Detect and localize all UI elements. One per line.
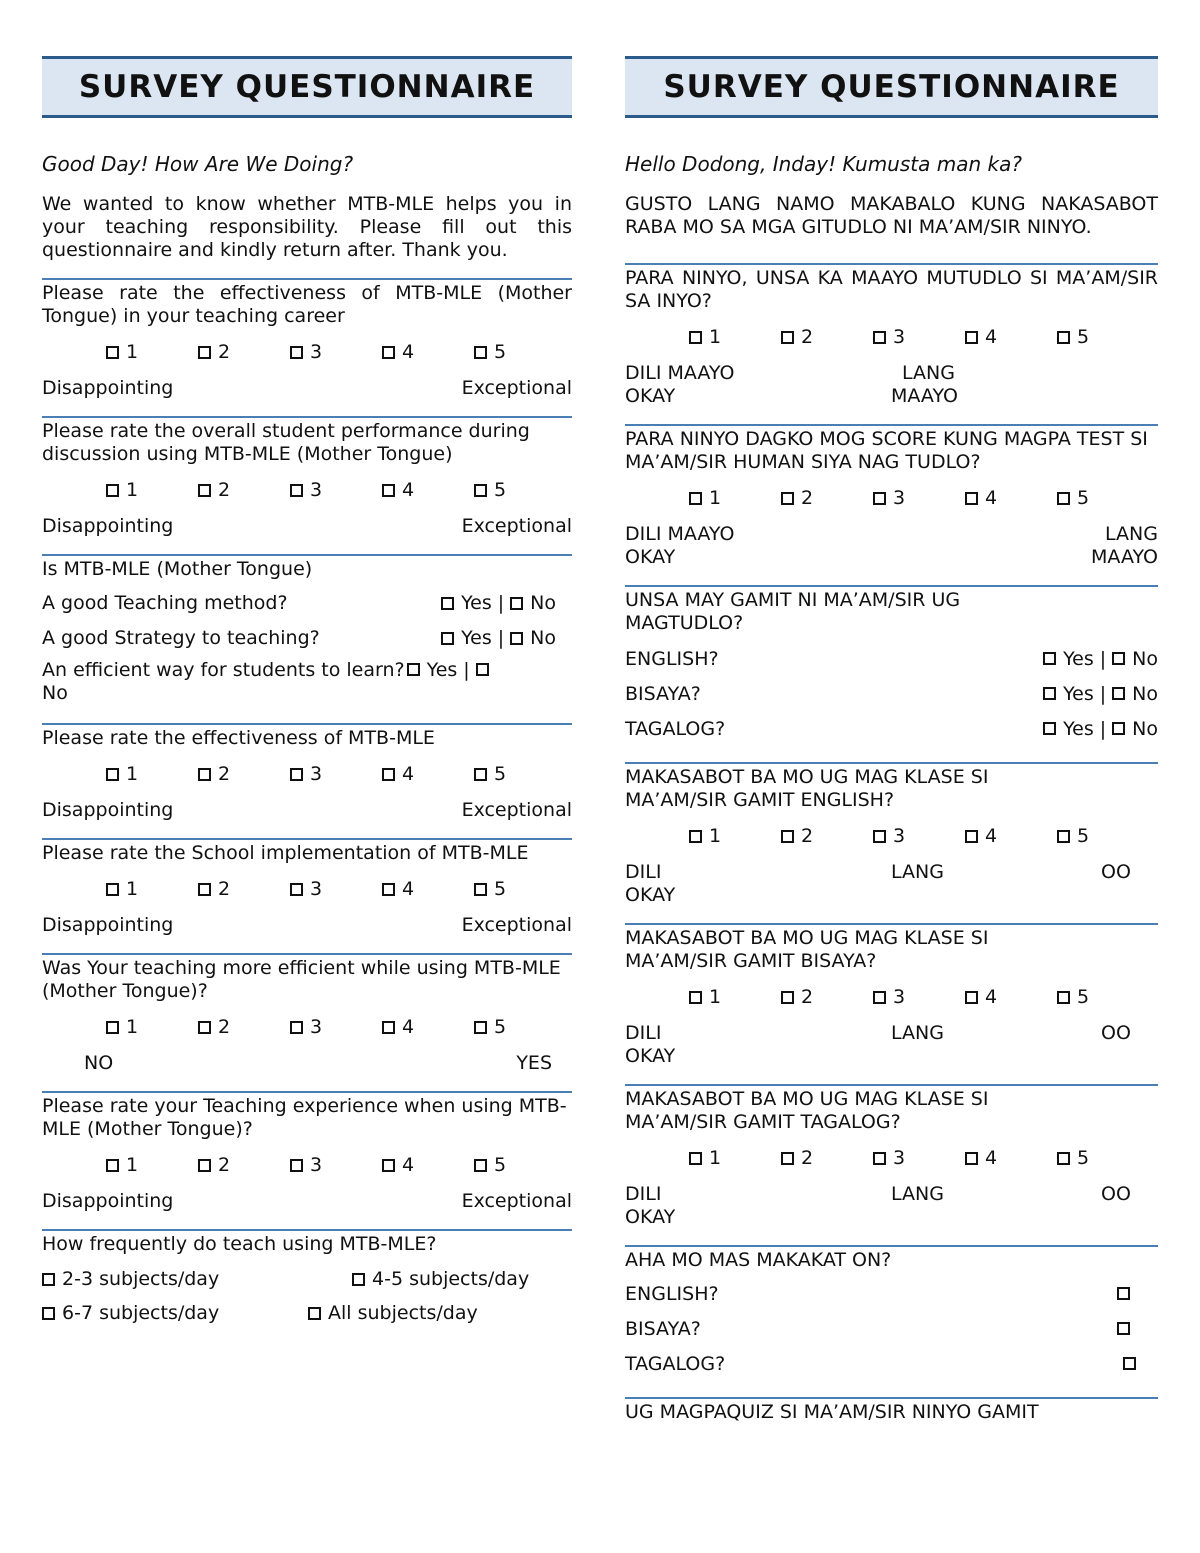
scale-labels: [42, 799, 572, 822]
rating-option-3[interactable]: 3: [290, 341, 382, 363]
survey-title-banner: SURVEY QUESTIONNAIRE: [42, 56, 572, 118]
checkbox[interactable]: [965, 1152, 978, 1165]
rating-option-5[interactable]: 5: [1057, 825, 1149, 847]
yes-no-item-label: TAGALOG?: [625, 717, 726, 740]
question-quiz-language: [625, 1397, 1158, 1424]
checkbox[interactable]: [290, 484, 303, 497]
frequency-option[interactable]: 6-7 subjects/day: [42, 1302, 352, 1324]
scale-low-label: Disappointing: [42, 377, 174, 399]
rating-scale: [42, 478, 572, 502]
rating-scale: [42, 1015, 572, 1039]
no-checkbox[interactable]: [510, 632, 523, 645]
checkbox[interactable]: [352, 1273, 365, 1286]
rating-option-2[interactable]: 2: [198, 763, 290, 785]
question-understand-english: [625, 762, 1158, 907]
yes-no-item-label: An efficient way for students to learn?: [42, 659, 405, 681]
scale-high-label: YES: [516, 1052, 552, 1074]
question-effectiveness-career: [42, 278, 572, 400]
checkbox[interactable]: [198, 1021, 211, 1034]
checkbox[interactable]: [382, 346, 395, 359]
scale-labels: [42, 515, 572, 538]
yes-no-options: Yes | No: [441, 592, 556, 614]
checkbox[interactable]: [106, 768, 119, 781]
yes-checkbox[interactable]: [441, 597, 454, 610]
checkbox[interactable]: [198, 883, 211, 896]
rating-option-1[interactable]: 1: [106, 1154, 198, 1176]
rating-scale: [42, 340, 572, 364]
checkbox[interactable]: [474, 768, 487, 781]
question-text: UNSA MAY GAMIT NI MA’AM/SIR UG MAGTUDLO?: [625, 589, 961, 634]
checkbox[interactable]: [474, 484, 487, 497]
checkbox[interactable]: [689, 331, 702, 344]
rating-option-2[interactable]: 2: [198, 341, 290, 363]
rating-option-1[interactable]: 1: [689, 487, 781, 509]
rating-option-3[interactable]: 3: [290, 763, 382, 785]
intro-paragraph: We wanted to know whether MTB-MLE helps you in your teaching responsibility. Please fill out this questionnaire and kindly return after. Thank you.: [42, 193, 572, 261]
scale-mid-label: LANG: [891, 1022, 944, 1044]
greeting: Good Day! How Are We Doing?: [42, 152, 354, 176]
rating-scale: [625, 985, 1158, 1009]
rating-option-4[interactable]: 4: [382, 479, 474, 501]
yes-checkbox[interactable]: [441, 632, 454, 645]
checkbox[interactable]: [382, 768, 395, 781]
rating-option-1[interactable]: 1: [689, 986, 781, 1008]
scale-high-label: LANG MAAYO: [1091, 523, 1158, 568]
checkbox[interactable]: [382, 883, 395, 896]
question-school-implementation: [42, 838, 572, 937]
checkbox[interactable]: [781, 991, 794, 1004]
question-text: PARA NINYO DAGKO MOG SCORE KUNG MAGPA TEST SI MA’AM/SIR HUMAN SIYA NAG TUDLO?: [625, 428, 1148, 473]
checkbox[interactable]: [42, 1307, 55, 1320]
scale-low-label: DILI MAAYO OKAY: [625, 362, 735, 407]
checkbox[interactable]: [1117, 1322, 1130, 1335]
scale-labels: [42, 377, 572, 400]
checkbox[interactable]: [1057, 991, 1070, 1004]
bisaya-survey-column: [625, 56, 1158, 1424]
language-option[interactable]: TAGALOG?: [625, 1346, 1158, 1381]
frequency-option[interactable]: All subjects/day: [308, 1302, 572, 1324]
scale-labels: [625, 1022, 1158, 1068]
rating-option-5[interactable]: 5: [474, 878, 566, 900]
rating-option-1[interactable]: 1: [106, 341, 198, 363]
checkbox[interactable]: [474, 883, 487, 896]
question-text: Was Your teaching more efficient while using MTB-MLE (Mother Tongue)?: [42, 957, 561, 1002]
scale-labels: [42, 1052, 572, 1075]
checkbox[interactable]: [689, 991, 702, 1004]
rating-scale: [625, 486, 1158, 510]
scale-mid-label: LANG: [891, 861, 944, 883]
checkbox[interactable]: [290, 1021, 303, 1034]
rating-option-1[interactable]: 1: [689, 825, 781, 847]
scale-high-label: OO: [1101, 1022, 1131, 1044]
question-teaching-experience: [42, 1091, 572, 1213]
checkbox[interactable]: [689, 492, 702, 505]
checkbox[interactable]: [290, 1159, 303, 1172]
rating-option-3[interactable]: 3: [873, 1147, 965, 1169]
rating-option-5[interactable]: 5: [1057, 986, 1149, 1008]
checkbox[interactable]: [873, 991, 886, 1004]
checkbox[interactable]: [198, 1159, 211, 1172]
rating-option-1[interactable]: 1: [106, 878, 198, 900]
rating-option-2[interactable]: 2: [198, 1154, 290, 1176]
rating-option-3[interactable]: 3: [290, 479, 382, 501]
rating-option-3[interactable]: 3: [290, 878, 382, 900]
yes-no-row: [42, 625, 572, 651]
question-text: UG MAGPAQUIZ SI MA’AM/SIR NINYO GAMIT: [625, 1401, 1039, 1423]
scale-low-label: NO: [84, 1052, 114, 1074]
rating-option-5[interactable]: 5: [474, 479, 566, 501]
rating-option-2[interactable]: 2: [781, 986, 873, 1008]
question-yes-no-group: [42, 554, 572, 705]
question-understand-bisaya: [625, 923, 1158, 1068]
rating-option-1[interactable]: 1: [106, 763, 198, 785]
no-checkbox[interactable]: [1112, 652, 1125, 665]
checkbox[interactable]: [106, 883, 119, 896]
checkbox[interactable]: [198, 768, 211, 781]
yes-checkbox[interactable]: [1043, 722, 1056, 735]
rating-option-3[interactable]: 3: [873, 326, 965, 348]
survey-title-banner: SURVEY QUESTIONNAIRE: [625, 56, 1158, 118]
scale-high-label: Exceptional: [461, 799, 572, 821]
scale-high-label: OO: [1101, 1183, 1131, 1205]
scale-mid-label: LANG MAAYO: [891, 362, 958, 407]
checkbox[interactable]: [965, 492, 978, 505]
intro-paragraph: GUSTO LANG NAMO MAKABALO KUNG NAKASABOT RABA MO SA MGA GITUDLO NI MA’AM/SIR NINYO.: [625, 193, 1158, 238]
scale-low-label: DILI OKAY: [625, 1022, 676, 1067]
scale-low-label: Disappointing: [42, 515, 174, 537]
rating-option-4[interactable]: 4: [965, 326, 1057, 348]
rating-option-2[interactable]: 2: [198, 479, 290, 501]
rating-option-5[interactable]: 5: [474, 1016, 566, 1038]
rating-option-3[interactable]: 3: [873, 825, 965, 847]
checkbox[interactable]: [965, 331, 978, 344]
rating-option-1[interactable]: 1: [689, 326, 781, 348]
frequency-options: [42, 1268, 572, 1324]
scale-high-label: Exceptional: [461, 914, 572, 936]
checkbox[interactable]: [873, 1152, 886, 1165]
yes-no-row: [625, 641, 1158, 676]
language-option[interactable]: BISAYA?: [625, 1311, 1158, 1346]
question-text: MAKASABOT BA MO UG MAG KLASE SI MA’AM/SIR GAMIT TAGALOG?: [625, 1088, 989, 1133]
question-student-performance: [42, 416, 572, 538]
yes-checkbox[interactable]: [1043, 652, 1056, 665]
rating-option-4[interactable]: 4: [965, 825, 1057, 847]
yes-no-row-wrapped: An efficient way for students to learn? Yes | No: [42, 659, 572, 705]
yes-no-options: Yes | No: [441, 627, 556, 649]
question-text: PARA NINYO, UNSA KA MAAYO MUTUDLO SI MA’AM/SIR SA INYO?: [625, 267, 1158, 312]
question-teacher-quality: [625, 263, 1158, 408]
english-survey-column: [42, 56, 572, 1324]
rating-option-4[interactable]: 4: [382, 1016, 474, 1038]
rating-option-4[interactable]: 4: [382, 878, 474, 900]
checkbox[interactable]: [308, 1307, 321, 1320]
scale-low-label: DILI OKAY: [625, 861, 676, 906]
question-frequency: [42, 1229, 572, 1324]
rating-scale: [625, 824, 1158, 848]
checkbox[interactable]: [689, 1152, 702, 1165]
no-checkbox[interactable]: [1112, 687, 1125, 700]
checkbox[interactable]: [106, 484, 119, 497]
rating-scale: [625, 325, 1158, 349]
rating-option-2[interactable]: 2: [781, 487, 873, 509]
yes-no-options: Yes | No: [1043, 683, 1158, 705]
no-checkbox[interactable]: [476, 663, 489, 676]
yes-checkbox[interactable]: [1043, 687, 1056, 700]
scale-labels: [42, 1190, 572, 1213]
rating-option-4[interactable]: 4: [965, 986, 1057, 1008]
checkbox[interactable]: [474, 1021, 487, 1034]
checkbox[interactable]: [198, 484, 211, 497]
scale-labels: [42, 914, 572, 937]
checkbox[interactable]: [1123, 1357, 1136, 1370]
scale-low-label: DILI MAAYO OKAY: [625, 523, 735, 568]
checkbox[interactable]: [873, 492, 886, 505]
question-text: Please rate the School implementation of MTB-MLE: [42, 842, 529, 864]
scale-labels: [625, 1183, 1158, 1229]
yes-checkbox[interactable]: [407, 663, 420, 676]
scale-high-label: Exceptional: [461, 515, 572, 537]
scale-mid-label: LANG: [891, 1183, 944, 1205]
frequency-option[interactable]: 4-5 subjects/day: [352, 1268, 572, 1290]
yes-no-item-label: ENGLISH?: [625, 647, 719, 670]
rating-option-2[interactable]: 2: [198, 878, 290, 900]
no-checkbox[interactable]: [1112, 722, 1125, 735]
rating-option-4[interactable]: 4: [965, 487, 1057, 509]
rating-option-4[interactable]: 4: [965, 1147, 1057, 1169]
checkbox[interactable]: [474, 346, 487, 359]
yes-no-row: [42, 590, 572, 616]
checkbox[interactable]: [290, 883, 303, 896]
checkbox[interactable]: [873, 830, 886, 843]
checkbox[interactable]: [873, 331, 886, 344]
rating-option-5[interactable]: 5: [474, 1154, 566, 1176]
rating-option-3[interactable]: 3: [290, 1016, 382, 1038]
scale-high-label: Exceptional: [461, 377, 572, 399]
scale-high-label: Exceptional: [461, 1190, 572, 1212]
question-text: AHA MO MAS MAKAKAT ON?: [625, 1249, 892, 1271]
rating-scale: [42, 877, 572, 901]
rating-scale: [42, 762, 572, 786]
rating-option-5[interactable]: 5: [1057, 1147, 1149, 1169]
yes-no-options: Yes | No: [1043, 648, 1158, 670]
question-text: Please rate the effectiveness of MTB-MLE (Mother Tongue) in your teaching career: [42, 282, 572, 327]
scale-low-label: Disappointing: [42, 799, 174, 821]
scale-high-label: OO: [1101, 861, 1131, 883]
greeting: Hello Dodong, Inday! Kumusta man ka?: [625, 152, 1022, 176]
question-text: Please rate the effectiveness of MTB-MLE: [42, 727, 435, 749]
checkbox[interactable]: [382, 1021, 395, 1034]
checkbox[interactable]: [1057, 331, 1070, 344]
yes-no-item-label: A good Teaching method?: [42, 592, 288, 614]
checkbox[interactable]: [781, 331, 794, 344]
checkbox[interactable]: [474, 1159, 487, 1172]
rating-option-2[interactable]: 2: [781, 326, 873, 348]
question-easiest-language: [625, 1245, 1158, 1381]
rating-option-4[interactable]: 4: [382, 1154, 474, 1176]
checkbox[interactable]: [781, 830, 794, 843]
checkbox[interactable]: [106, 1021, 119, 1034]
checkbox[interactable]: [1057, 830, 1070, 843]
language-checklist: [625, 1276, 1158, 1381]
rating-option-2[interactable]: 2: [198, 1016, 290, 1038]
yes-no-options: Yes | No: [1043, 718, 1158, 740]
checkbox[interactable]: [1117, 1287, 1130, 1300]
scale-labels: [625, 362, 1158, 408]
rating-option-2[interactable]: 2: [781, 1147, 873, 1169]
question-test-scores: [625, 424, 1158, 569]
rating-option-5[interactable]: 5: [1057, 487, 1149, 509]
no-checkbox[interactable]: [510, 597, 523, 610]
checkbox[interactable]: [382, 484, 395, 497]
rating-option-4[interactable]: 4: [382, 763, 474, 785]
checkbox[interactable]: [42, 1273, 55, 1286]
rating-scale: [42, 1153, 572, 1177]
question-language-used: [625, 585, 1158, 746]
question-text: MAKASABOT BA MO UG MAG KLASE SI MA’AM/SIR GAMIT BISAYA?: [625, 927, 989, 972]
rating-option-4[interactable]: 4: [382, 341, 474, 363]
rating-option-1[interactable]: 1: [689, 1147, 781, 1169]
checkbox[interactable]: [290, 768, 303, 781]
frequency-option[interactable]: 2-3 subjects/day: [42, 1268, 352, 1290]
question-understand-tagalog: [625, 1084, 1158, 1229]
scale-low-label: DILI OKAY: [625, 1183, 676, 1228]
checkbox[interactable]: [198, 346, 211, 359]
question-effectiveness: [42, 723, 572, 822]
rating-option-1[interactable]: 1: [106, 479, 198, 501]
scale-labels: [625, 523, 1158, 569]
checkbox[interactable]: [1057, 1152, 1070, 1165]
question-text: Please rate your Teaching experience when using MTB-MLE (Mother Tongue)?: [42, 1095, 567, 1140]
yes-no-row: [625, 711, 1158, 746]
question-teaching-efficiency: [42, 953, 572, 1075]
checkbox[interactable]: [689, 830, 702, 843]
checkbox[interactable]: [106, 346, 119, 359]
question-text: MAKASABOT BA MO UG MAG KLASE SI MA’AM/SIR GAMIT ENGLISH?: [625, 766, 989, 811]
rating-option-5[interactable]: 5: [474, 341, 566, 363]
scale-low-label: Disappointing: [42, 914, 174, 936]
language-option[interactable]: ENGLISH?: [625, 1276, 1158, 1311]
checkbox[interactable]: [106, 1159, 119, 1172]
checkbox[interactable]: [965, 830, 978, 843]
checkbox[interactable]: [781, 492, 794, 505]
scale-low-label: Disappointing: [42, 1190, 174, 1212]
yes-no-row: [625, 676, 1158, 711]
rating-option-3[interactable]: 3: [873, 986, 965, 1008]
checkbox[interactable]: [382, 1159, 395, 1172]
rating-scale: [625, 1146, 1158, 1170]
question-text: How frequently do teach using MTB-MLE?: [42, 1233, 437, 1255]
rating-option-5[interactable]: 5: [474, 763, 566, 785]
rating-option-3[interactable]: 3: [290, 1154, 382, 1176]
rating-option-3[interactable]: 3: [873, 487, 965, 509]
checkbox[interactable]: [1057, 492, 1070, 505]
checkbox[interactable]: [781, 1152, 794, 1165]
yes-no-item-label: A good Strategy to teaching?: [42, 627, 320, 649]
scale-labels: [625, 861, 1158, 907]
question-text: Is MTB-MLE (Mother Tongue): [42, 558, 313, 580]
rating-option-5[interactable]: 5: [1057, 326, 1149, 348]
yes-no-item-label: BISAYA?: [625, 682, 701, 705]
question-text: Please rate the overall student performance during discussion using MTB-MLE (Mother Tongue): [42, 420, 530, 465]
rating-option-1[interactable]: 1: [106, 1016, 198, 1038]
yes-no-list: [625, 641, 1158, 746]
rating-option-2[interactable]: 2: [781, 825, 873, 847]
checkbox[interactable]: [290, 346, 303, 359]
checkbox[interactable]: [965, 991, 978, 1004]
